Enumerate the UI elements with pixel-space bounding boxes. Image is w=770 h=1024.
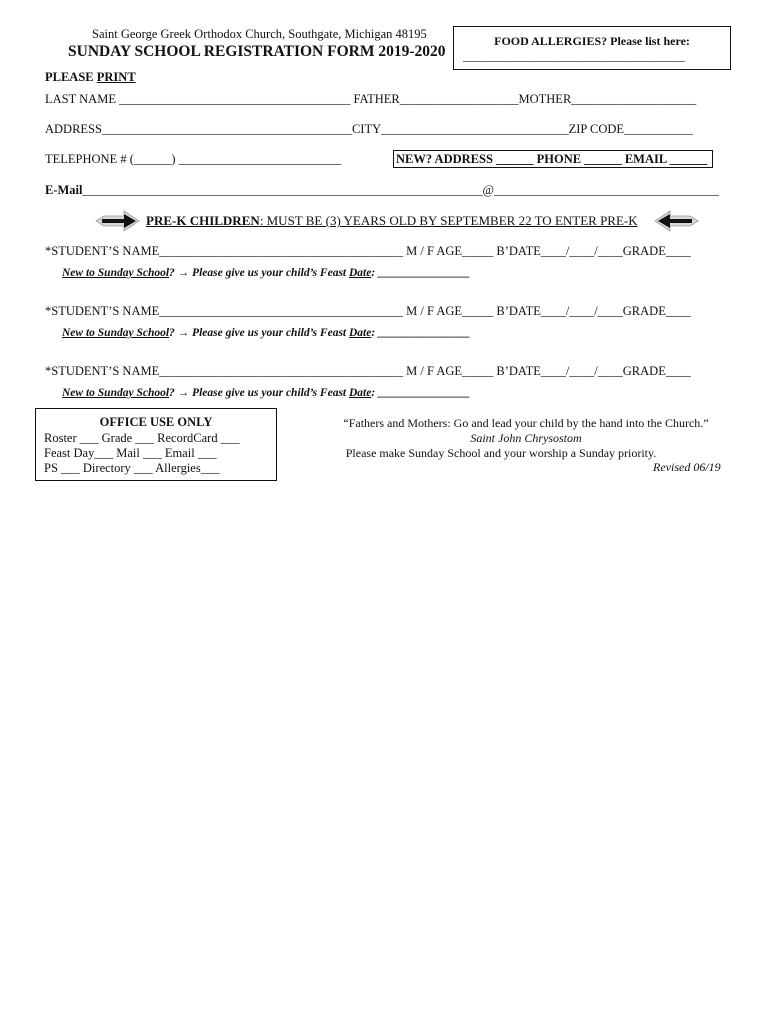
please-text: PLEASE: [45, 70, 94, 84]
arrow-left-icon: [652, 210, 700, 232]
quote-text: “Fathers and Mothers: Go and lead your child by the hand into the Church.”: [343, 416, 709, 430]
telephone-row[interactable]: TELEPHONE # (______) __________________________: [45, 152, 342, 166]
address-row[interactable]: ADDRESS________________________________________CITY______________________________ZIP CODE___________: [45, 122, 693, 136]
arrow-right-icon: [94, 210, 140, 232]
new-to-sunday-school: New to Sunday School: [62, 387, 170, 399]
please-print-instruction: [45, 70, 136, 85]
email-label: E-Mail: [45, 183, 83, 197]
email-field[interactable]: ________________________________________________________________@____________________________________: [82, 183, 720, 197]
feast-prompt: ? → Please give us your child’s Feast: [169, 327, 349, 339]
feast-prompt: ? → Please give us your child’s Feast: [169, 387, 349, 399]
priority-text: Please make Sunday School and your worship a Sunday priority.: [345, 446, 657, 460]
feast-date-field[interactable]: : ________________: [371, 267, 471, 279]
print-text: PRINT: [96, 70, 136, 84]
feast-prompt: ? → Please give us your child’s Feast: [169, 267, 349, 279]
date-label: Date: [349, 387, 372, 399]
new-info-box[interactable]: NEW? ADDRESS ______ PHONE ______ EMAIL ______: [393, 150, 713, 168]
office-line-1[interactable]: Roster ___ Grade ___ RecordCard ___: [44, 431, 240, 445]
email-row[interactable]: [45, 183, 719, 198]
prek-text: : MUST BE (3) YEARS OLD BY SEPTEMBER 22 TO ENTER PRE-K: [259, 213, 638, 228]
church-name: Saint George Greek Orthodox Church, Southgate, Michigan 48195: [92, 27, 427, 41]
new-to-sunday-school: New to Sunday School: [62, 267, 170, 279]
food-allergies-field[interactable]: _____________________________________: [463, 49, 685, 63]
office-use-title: OFFICE USE ONLY: [99, 415, 213, 429]
feast-date-row[interactable]: [62, 267, 470, 279]
new-to-sunday-school: New to Sunday School: [62, 327, 170, 339]
revised-date: Revised 06/19: [653, 460, 721, 474]
quote-author: Saint John Chrysostom: [470, 431, 582, 445]
date-label: Date: [349, 327, 372, 339]
student-row[interactable]: *STUDENT’S NAME_______________________________________ M / F AGE_____ B’DATE____/____/____GRADE____: [45, 364, 691, 378]
prek-label: PRE-K CHILDREN: [146, 213, 260, 228]
student-row[interactable]: *STUDENT’S NAME_______________________________________ M / F AGE_____ B’DATE____/____/____GRADE____: [45, 244, 691, 258]
office-line-2[interactable]: Feast Day___ Mail ___ Email ___: [44, 446, 217, 460]
food-allergies-label: FOOD ALLERGIES? Please list here:: [494, 34, 690, 48]
office-line-3[interactable]: PS ___ Directory ___ Allergies___: [44, 461, 220, 475]
form-title: SUNDAY SCHOOL REGISTRATION FORM 2019-2020: [68, 43, 446, 60]
prek-notice: [146, 213, 638, 229]
feast-date-field[interactable]: : ________________: [371, 327, 471, 339]
student-row[interactable]: *STUDENT’S NAME_______________________________________ M / F AGE_____ B’DATE____/____/____GRADE____: [45, 304, 691, 318]
feast-date-field[interactable]: : ________________: [371, 387, 471, 399]
parent-name-row[interactable]: LAST NAME _____________________________________ FATHER___________________MOTHER____________________: [45, 92, 697, 106]
food-allergies-box: [453, 26, 731, 70]
feast-date-row[interactable]: [62, 387, 470, 399]
date-label: Date: [349, 267, 372, 279]
feast-date-row[interactable]: [62, 327, 470, 339]
office-use-box: [35, 408, 277, 481]
